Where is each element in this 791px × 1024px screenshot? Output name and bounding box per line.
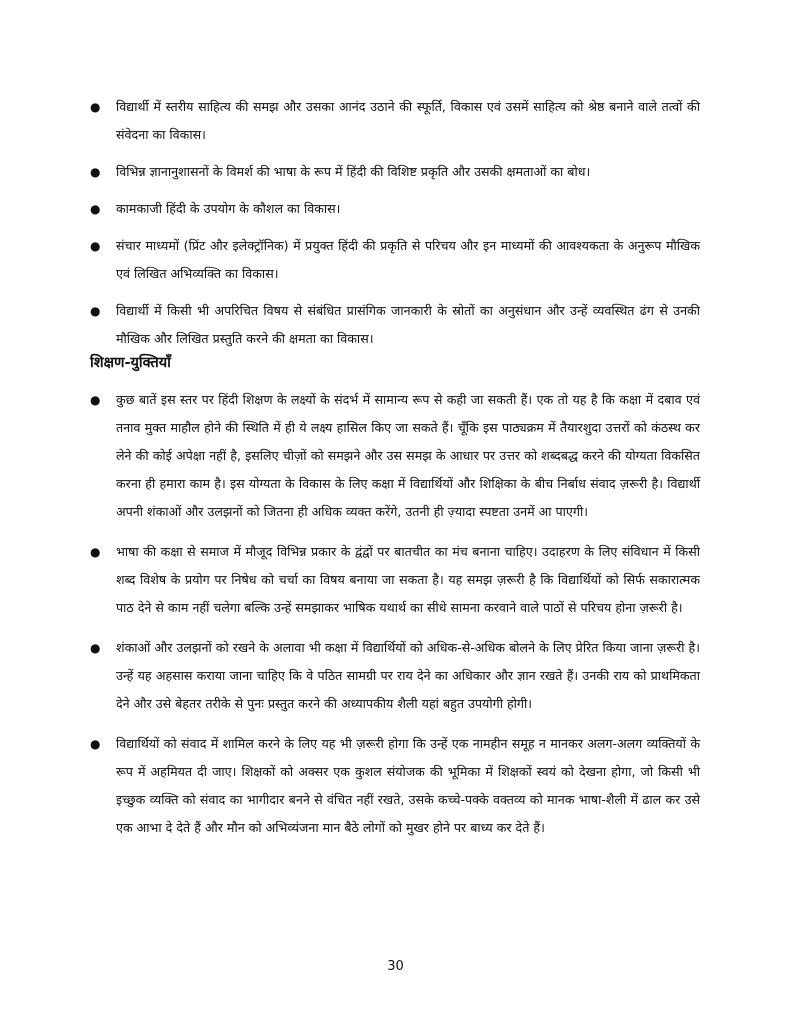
list-item-text: शंकाओं और उलझनों को रखने के अलावा भी कक्षा में विद्यार्थियों को अधिक-से-अधिक बोलने के लिए प्रेरित किया जाना ज़रूरी है। उन्हें यह अहसास कराया जाना चाहिए कि वे पठित सामग्री पर राय देने का अधिकार और ज्ञान रखते हैं। उनकी राय को प्राथमिकता देने और उसे बेहतर तरीके से पुनः प्रस्तुत करने की अध्यापकीय शैली यहां बहुत उपयोगी होगी। bbox=[116, 640, 700, 711]
list-item bbox=[90, 93, 700, 149]
bullet-icon: ● bbox=[90, 239, 101, 253]
list-item bbox=[90, 158, 700, 186]
teaching-strategies-list bbox=[90, 386, 700, 854]
list-item-text: भाषा की कक्षा से समाज में मौजूद विभिन्न प्रकार के द्वंद्वों पर बातचीत का मंच बनाना चाहिए। उदाहरण के लिए संविधान में किसी शब्द विशेष के प्रयोग पर निषेध को चर्चा का विषय बनाया जा सकता है। यह समझ ज़रूरी है कि विद्यार्थियों को सिर्फ सकारात्मक पाठ देने से काम नहीं चलेगा बल्कि उन्हें समझाकर भाषिक यथार्थ का सीधे सामना करवाने वाले पाठों से परिचय होना ज़रूरी है। bbox=[116, 544, 700, 615]
bullet-icon: ● bbox=[90, 737, 101, 751]
bullet-icon: ● bbox=[90, 393, 101, 407]
list-item bbox=[90, 386, 700, 526]
bullet-icon: ● bbox=[90, 545, 101, 559]
bullet-icon: ● bbox=[90, 304, 101, 318]
bullet-icon: ● bbox=[90, 641, 101, 655]
list-item-text: संचार माध्यमों (प्रिंट और इलेक्ट्रॉनिक) में प्रयुक्त हिंदी की प्रकृति से परिचय और इन माध्यमों की आवश्यकता के अनुरूप मौखिक एवं लिखित अभिव्यक्ति का विकास। bbox=[116, 238, 700, 281]
bullet-icon: ● bbox=[90, 100, 101, 114]
list-item-text: विद्यार्थी में किसी भी अपरिचित विषय से संबंधित प्रासंगिक जानकारी के स्रोतों का अनुसंधान और उन्हें व्यवस्थित ढंग से उनकी मौखिक और लिखित प्रस्तुति करने की क्षमता का विकास। bbox=[116, 303, 700, 346]
bullet-icon: ● bbox=[90, 202, 101, 216]
list-item bbox=[90, 195, 700, 223]
list-item bbox=[90, 634, 700, 718]
list-item-text: विद्यार्थी में स्तरीय साहित्य की समझ और उसका आनंद उठाने की स्फूर्ति, विकास एवं उसमें साहित्य को श्रेष्ठ बनाने वाले तत्वों की संवेदना का विकास। bbox=[116, 99, 700, 142]
list-item-text: कामकाजी हिंदी के उपयोग के कौशल का विकास। bbox=[116, 201, 341, 216]
list-item-text: विभिन्न ज्ञानानुशासनों के विमर्श की भाषा के रूप में हिंदी की विशिष्ट प्रकृति और उसकी क्षमताओं का बोध। bbox=[116, 164, 591, 179]
bullet-icon: ● bbox=[90, 165, 101, 179]
list-item bbox=[90, 232, 700, 288]
list-item bbox=[90, 730, 700, 842]
page-number: 30 bbox=[387, 959, 404, 974]
list-item bbox=[90, 538, 700, 622]
list-item-text: कुछ बातें इस स्तर पर हिंदी शिक्षण के लक्ष्यों के संदर्भ में सामान्य रूप से कही जा सकती हैं। एक तो यह है कि कक्षा में दबाव एवं तनाव मुक्त माहौल होने की स्थिति में ही ये लक्ष्य हासिल किए जा सकते हैं। चूँकि इस पाठ्यक्रम में तैयारशुदा उत्तरों को कंठस्थ कर लेने की कोई अपेक्षा नहीं है, इसलिए चीज़ों को समझने और उस समझ के आधार पर उत्तर को शब्दबद्ध करने की योग्यता विकसित करना ही हमारा काम है। इस योग्यता के विकास के लिए कक्षा में विद्यार्थियों और शिक्षिका के बीच निर्बाध संवाद ज़रूरी है। विद्यार्थी अपनी शंकाओं और उलझनों को जितना ही अधिक व्यक्त करेंगे, उतनी ही ज़्यादा स्पष्टता उनमें आ पाएगी। bbox=[116, 392, 700, 519]
objectives-list bbox=[90, 93, 700, 362]
list-item-text: विद्यार्थियों को संवाद में शामिल करने के लिए यह भी ज़रूरी होगा कि उन्हें एक नामहीन समूह न मानकर अलग-अलग व्यक्तियों के रूप में अहमियत दी जाए। शिक्षकों को अक्सर एक कुशल संयोजक की भूमिका में शिक्षकों स्वयं को देखना होगा, जो किसी भी इच्छुक व्यक्ति को संवाद का भागीदार बनने से वंचित नहीं रखते, उसके कच्चे-पक्के वक्तव्य को मानक भाषा-शैली में ढाल कर उसे एक आभा दे देते हैं और मौन को अभिव्यंजना मान बैठे लोगों को मुखर होने पर बाध्य कर देते हैं। bbox=[116, 736, 700, 835]
section-heading: शिक्षण-युक्तियाँ bbox=[90, 355, 171, 371]
list-item bbox=[90, 297, 700, 353]
